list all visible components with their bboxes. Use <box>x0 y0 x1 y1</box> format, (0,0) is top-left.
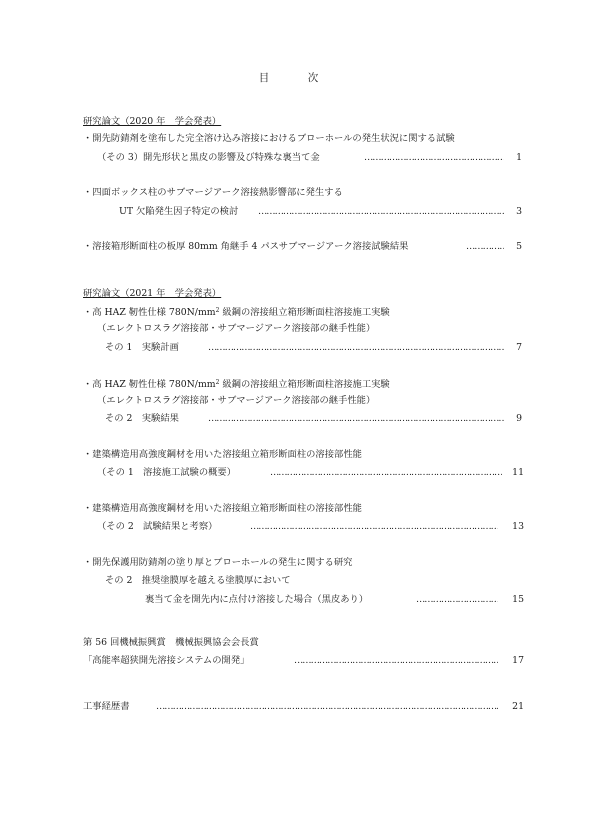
toc-entry-10-page[interactable]: 21 <box>512 701 524 712</box>
toc-entry-1-page[interactable]: 1 <box>516 152 522 163</box>
toc-entry-1-title[interactable]: ・開先防錆剤を塗布した完全溶け込み溶接におけるブローホールの発生状況に関する試験 <box>83 133 455 144</box>
toc-entry-4-leader <box>208 342 504 354</box>
toc-entry-7-subtitle[interactable]: （その 2 試験結果と考察） <box>97 521 218 532</box>
toc-entry-8-title[interactable]: ・開先保護用防錆剤の塗り厚とブローホールの発生に関する研究 <box>83 557 353 568</box>
toc-entry-9-title[interactable]: 「高能率超狭開先溶接システムの開発」 <box>83 655 250 666</box>
toc-entry-6-leader <box>270 467 502 479</box>
toc-entry-8-leader <box>416 594 498 606</box>
section-heading-2020: 研究論文（2020 年 学会発表） <box>83 116 222 127</box>
toc-entry-2-title[interactable]: ・四面ボックス柱のサブマージアーク溶接熱影響部に発生する <box>83 187 343 198</box>
toc-entry-5-leader <box>208 413 504 425</box>
toc-entry-8-page[interactable]: 15 <box>512 594 524 605</box>
toc-entry-3-page[interactable]: 5 <box>516 241 522 252</box>
toc-entry-8-detail[interactable]: 裏当て金を開先内に点付け溶接した場合（黒皮あり） <box>145 594 369 605</box>
toc-entry-7-leader <box>250 521 498 533</box>
toc-entry-4-title-a: ・高 HAZ 靭性仕様 780N/mm <box>83 307 216 318</box>
toc-entry-1-leader <box>364 152 504 164</box>
toc-entry-2-subtitle[interactable]: UT 欠陥発生因子特定の検討 <box>119 206 239 217</box>
toc-entry-6-subtitle[interactable]: （その 1 溶接施工試験の概要） <box>97 467 237 478</box>
toc-entry-8-subtitle[interactable]: その 2 推奨塗膜厚を越える塗膜厚において <box>105 575 291 586</box>
toc-entry-4-page[interactable]: 7 <box>516 342 522 353</box>
toc-entry-7-title[interactable]: ・建築構造用高強度鋼材を用いた溶接組立箱形断面柱の溶接部性能 <box>83 503 362 514</box>
toc-entry-1-subtitle[interactable]: （その 3）開先形状と黒皮の影響及び特殊な裏当て金 <box>97 152 320 163</box>
toc-entry-2-leader <box>258 206 504 218</box>
toc-entry-4-title[interactable] <box>83 305 390 319</box>
toc-entry-5-page[interactable]: 9 <box>516 413 522 424</box>
superscript-2: 2 <box>215 379 220 386</box>
toc-entry-5-title[interactable] <box>83 377 390 391</box>
page-title: 目 次 <box>258 72 333 84</box>
toc-entry-6-title[interactable]: ・建築構造用高強度鋼材を用いた溶接組立箱形断面柱の溶接部性能 <box>83 449 362 460</box>
toc-entry-10-title[interactable]: 工事経歴書 <box>83 701 130 712</box>
toc-entry-5-subtitle[interactable]: （エレクトロスラグ溶接部・サブマージアーク溶接部の継手性能） <box>97 395 376 406</box>
toc-entry-3-title[interactable]: ・溶接箱形断面柱の板厚 80mm 角継手 4 パスサブマージアーク溶接試験結果 <box>83 241 409 252</box>
toc-entry-3-leader <box>466 241 504 253</box>
toc-entry-9-leader <box>294 655 498 667</box>
toc-entry-9-page[interactable]: 17 <box>512 655 524 666</box>
toc-entry-4-title-b: 級鋼の溶接組立箱形断面柱溶接施工実験 <box>219 307 390 318</box>
toc-entry-10-leader <box>156 701 498 713</box>
toc-entry-5-title-b: 級鋼の溶接組立箱形断面柱溶接施工実験 <box>219 379 390 390</box>
award-heading: 第 56 回機械振興賞 機械振興協会会長賞 <box>83 637 259 648</box>
toc-entry-5-title-a: ・高 HAZ 靭性仕様 780N/mm <box>83 379 216 390</box>
toc-entry-2-page[interactable]: 3 <box>516 206 522 217</box>
toc-entry-7-page[interactable]: 13 <box>512 521 524 532</box>
toc-entry-6-page[interactable]: 11 <box>512 467 524 478</box>
toc-entry-5-part[interactable]: その 2 実験結果 <box>105 413 179 424</box>
section-heading-2021: 研究論文（2021 年 学会発表） <box>83 288 222 299</box>
toc-entry-4-part[interactable]: その 1 実験計画 <box>105 342 179 353</box>
superscript-2: 2 <box>215 307 220 314</box>
toc-entry-4-subtitle[interactable]: （エレクトロスラグ溶接部・サブマージアーク溶接部の継手性能） <box>97 323 376 334</box>
